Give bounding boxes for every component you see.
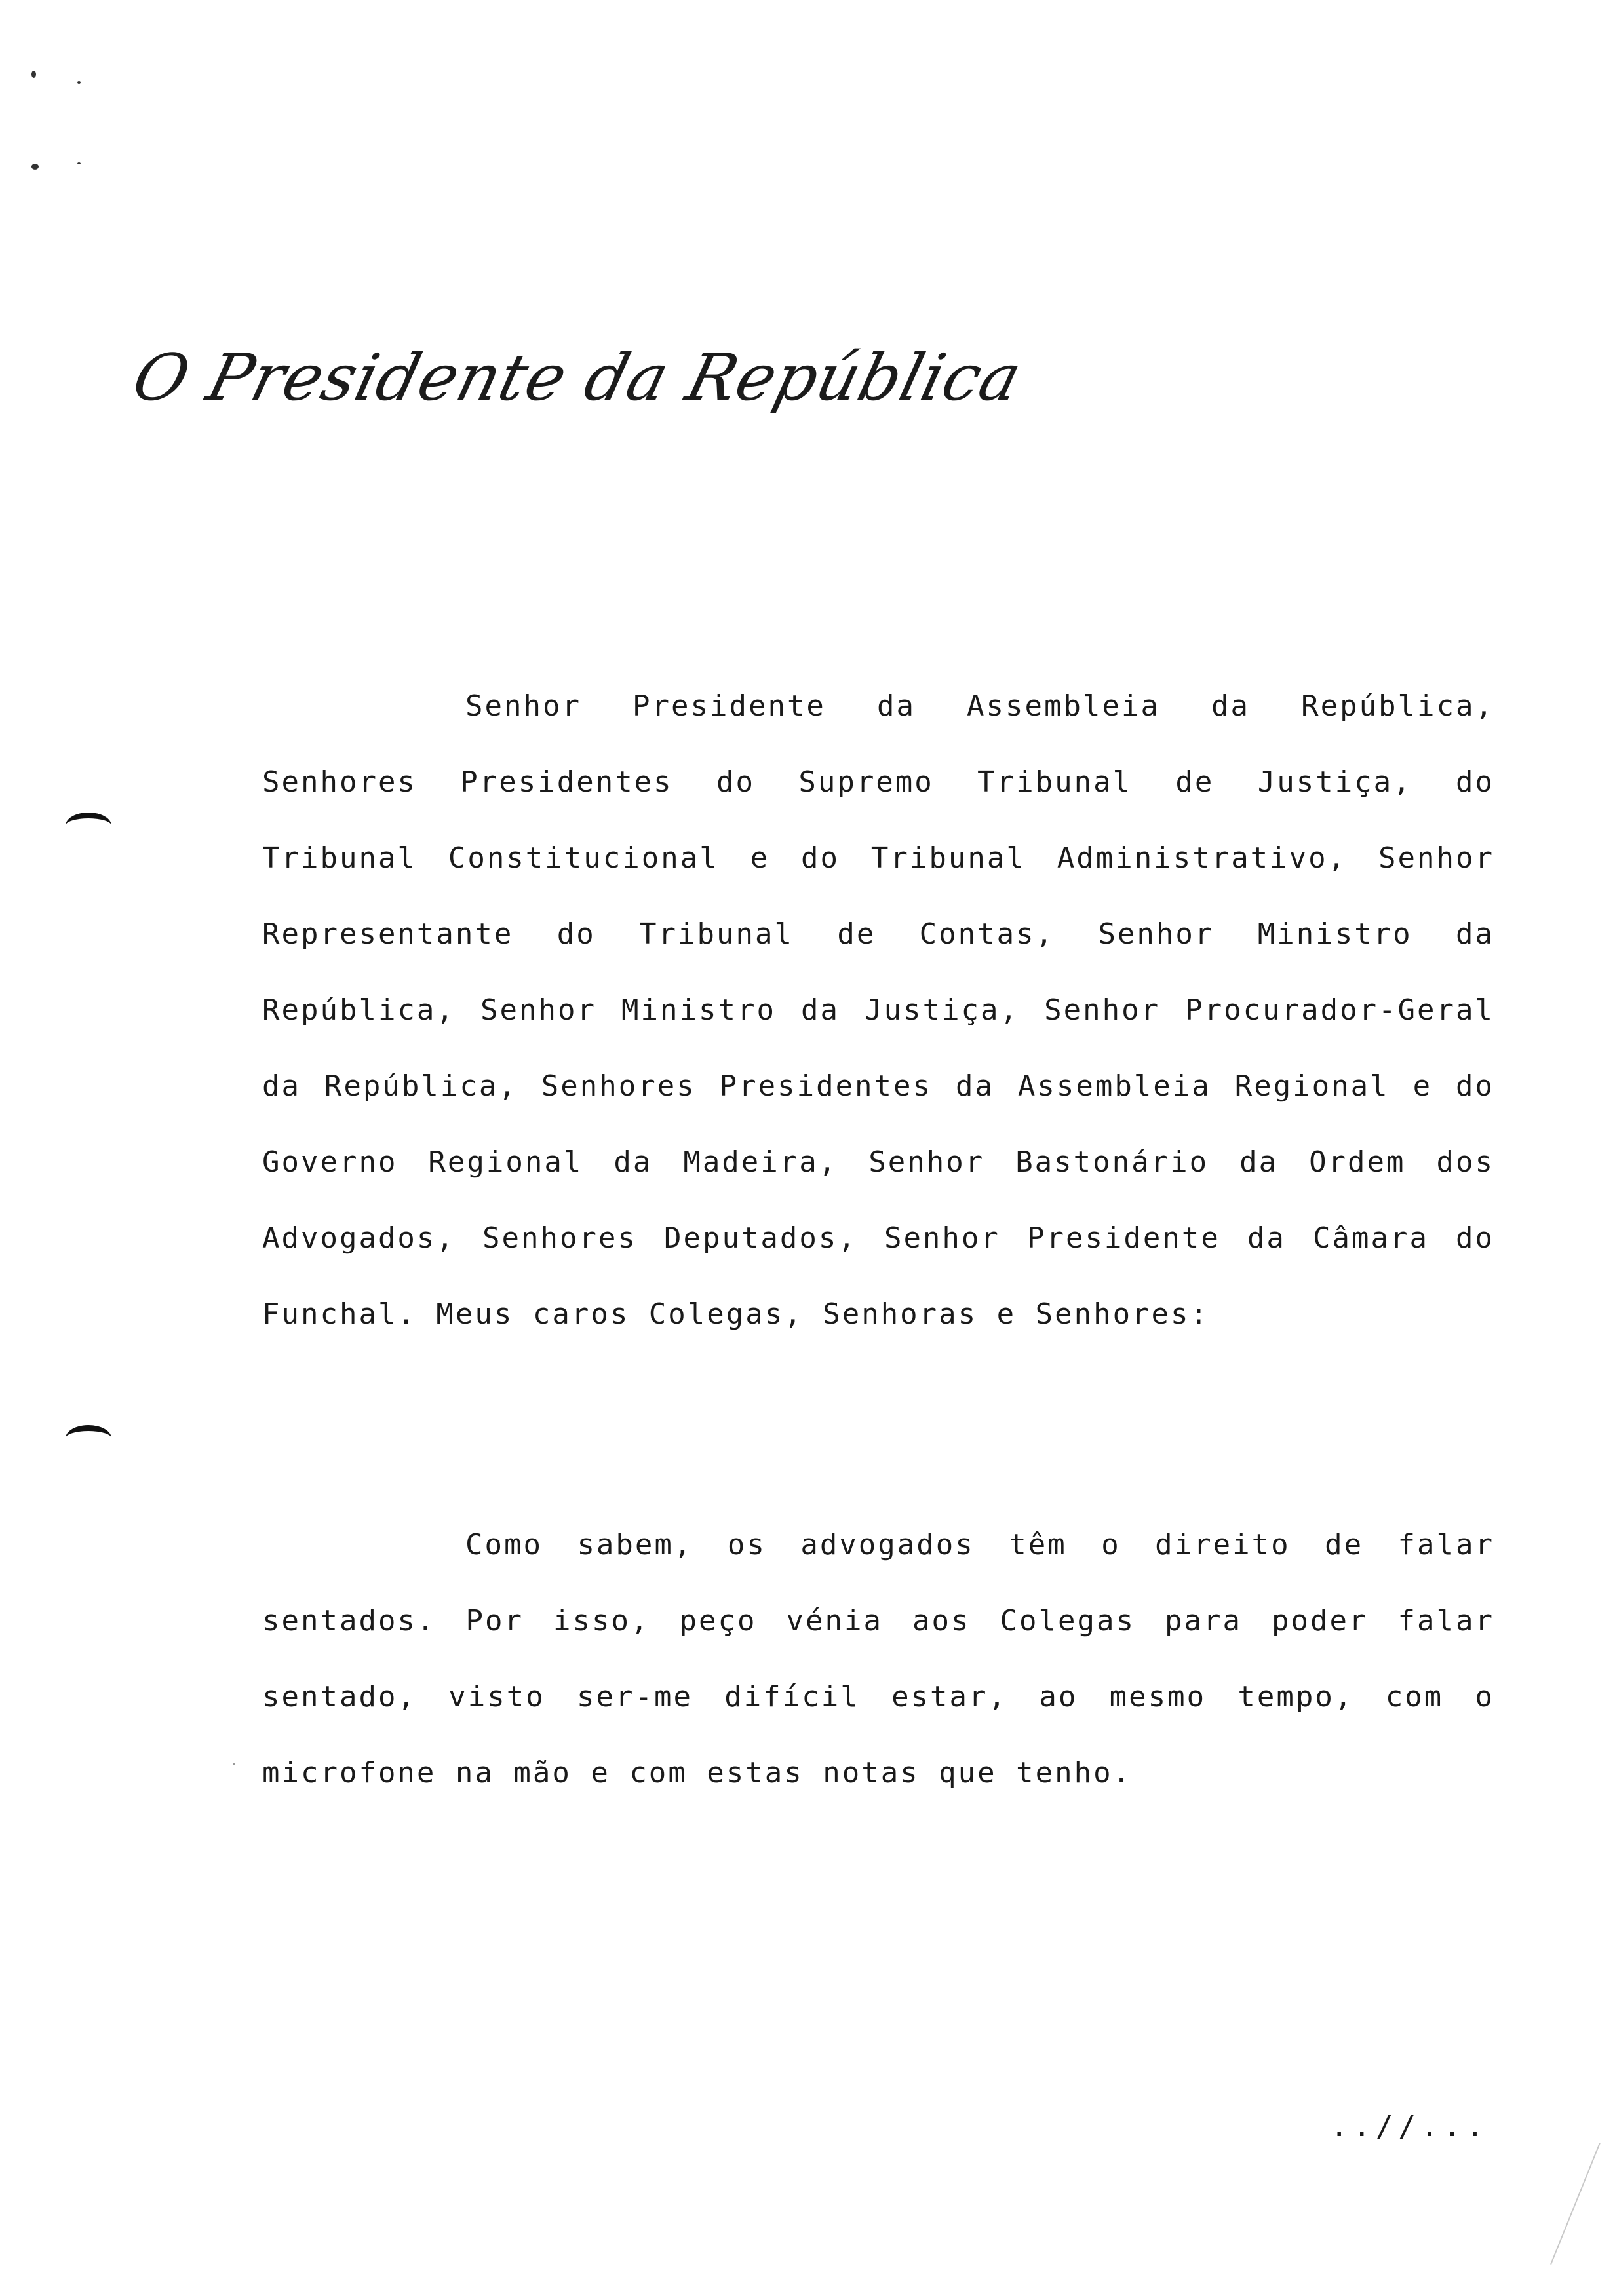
body-paragraph: Como sabem, os advogados têm o direito de falar sentados. Por isso, peço vénia aos Colegas para poder falar sentado, visto ser-me difícil estar, ao mesmo tempo, com o microfone na mão e com estas notas que tenho. [262, 1528, 1494, 1789]
letterhead-title: O Presidente da República [125, 341, 1029, 415]
salutation-paragraph: Senhor Presidente da Assembleia da República, Senhores Presidentes do Supremo Tribunal de Justiça, do Tribunal Constitucional e do Tribunal Administrativo, Senhor Representante do Tribunal de Contas, Senhor Ministro da República, Senhor Ministro da Justiça, Senhor Procurador-Geral da República, Senhores Presidentes da Assembleia Regional e do Governo Regional da Madeira, Senhor Bastonário da Ordem dos Advogados, Senhores Deputados, Senhor Presidente da Câmara do Funchal. Meus caros Colegas, Senhoras e Senhores: [262, 689, 1494, 1331]
page-continuation-marker: ..//... [1331, 2110, 1489, 2143]
scan-edge-line [1550, 2143, 1601, 2265]
scan-speck [31, 71, 36, 78]
scan-speck [77, 162, 81, 164]
scan-speck [31, 164, 39, 170]
punch-hole-mark [66, 813, 111, 839]
scan-speck [77, 81, 81, 84]
scan-speck [233, 1763, 235, 1765]
punch-hole-mark [66, 1425, 111, 1451]
